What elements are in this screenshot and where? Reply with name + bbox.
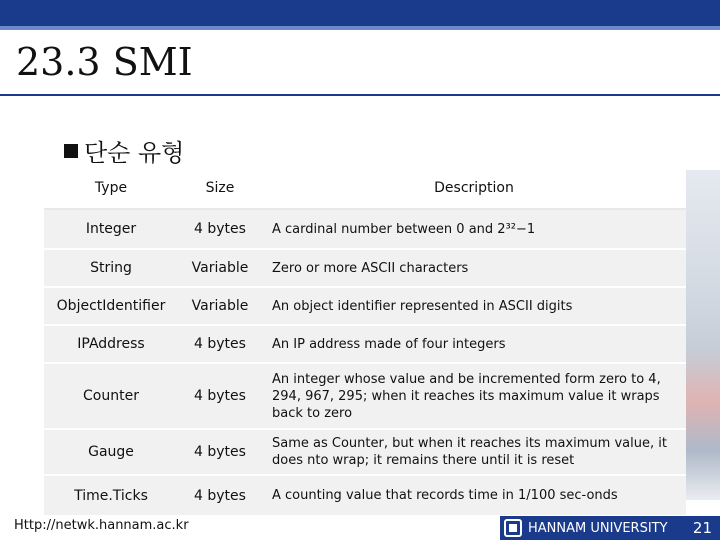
header-type: Type: [44, 168, 178, 209]
table-row: [44, 475, 686, 515]
top-banner-stripe: [0, 26, 720, 30]
size-cell: 4 bytes: [178, 325, 262, 363]
bullet-heading: [64, 133, 184, 168]
university-logo-icon: [504, 519, 522, 537]
bullet-text: 단순 유형: [84, 139, 185, 167]
description-cell: A cardinal number between 0 and 2³²−1: [262, 209, 686, 249]
size-cell: 4 bytes: [178, 429, 262, 475]
table-row: [44, 325, 686, 363]
type-cell: ObjectIdentifier: [44, 287, 178, 325]
type-cell: String: [44, 249, 178, 287]
description-cell: An integer whose value and be incremented form zero to 4, 294, 967, 295; when it reaches its maximum value it wraps back to zero: [262, 363, 686, 429]
smi-types-table: [44, 168, 686, 515]
top-banner: [0, 0, 720, 26]
table-row: [44, 249, 686, 287]
header-description: Description: [262, 168, 686, 209]
table-row: [44, 363, 686, 429]
title-divider: [0, 94, 720, 96]
type-cell: Time.Ticks: [44, 475, 178, 515]
size-cell: Variable: [178, 249, 262, 287]
description-cell: Zero or more ASCII characters: [262, 249, 686, 287]
size-cell: Variable: [178, 287, 262, 325]
page-number: 21: [692, 519, 712, 537]
description-cell: A counting value that records time in 1/100 sec-onds: [262, 475, 686, 515]
table-row: [44, 287, 686, 325]
description-cell: Same as Counter, but when it reaches its maximum value, it does nto wrap; it remains there until it is reset: [262, 429, 686, 475]
description-cell: An object identifier represented in ASCII digits: [262, 287, 686, 325]
square-bullet-icon: [64, 144, 78, 158]
table-row: [44, 209, 686, 249]
size-cell: 4 bytes: [178, 363, 262, 429]
table-row: [44, 429, 686, 475]
size-cell: 4 bytes: [178, 475, 262, 515]
description-cell: An IP address made of four integers: [262, 325, 686, 363]
footer-url: Http://netwk.hannam.ac.kr: [14, 518, 189, 533]
footer-university-bar: [500, 516, 720, 540]
header-size: Size: [178, 168, 262, 209]
type-cell: Counter: [44, 363, 178, 429]
type-cell: IPAddress: [44, 325, 178, 363]
university-name: HANNAM UNIVERSITY: [528, 520, 668, 536]
size-cell: 4 bytes: [178, 209, 262, 249]
table-header-row: [44, 168, 686, 209]
type-cell: Integer: [44, 209, 178, 249]
slide-title: 23.3 SMI: [16, 40, 193, 84]
type-cell: Gauge: [44, 429, 178, 475]
